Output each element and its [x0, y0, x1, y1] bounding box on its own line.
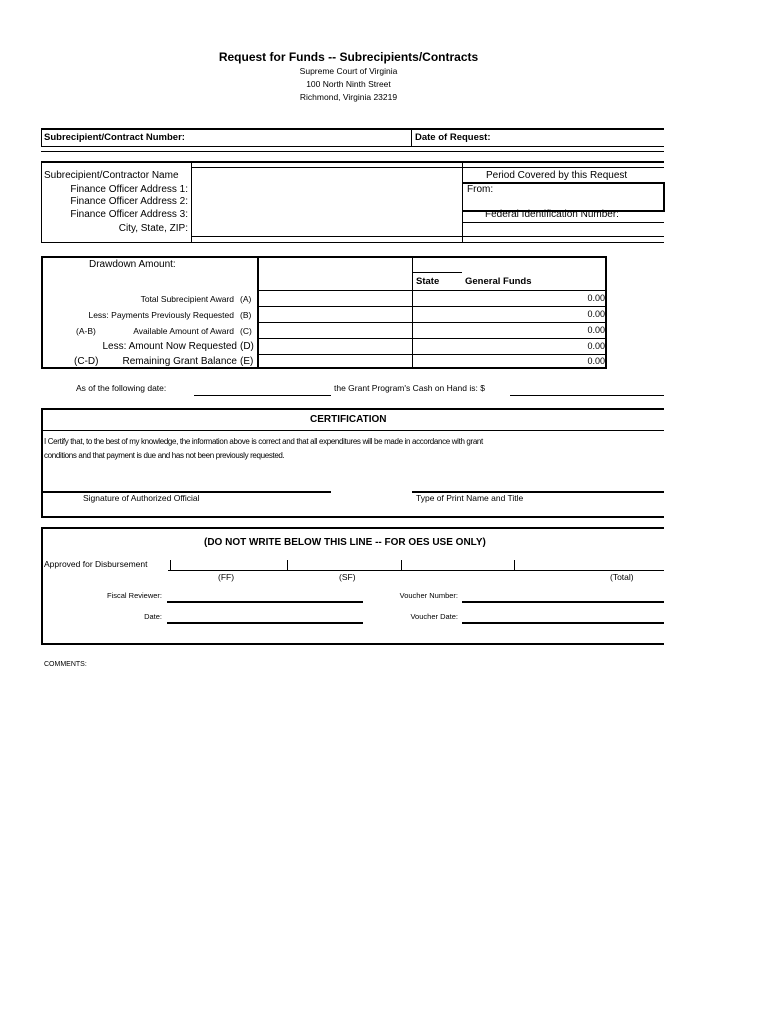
row-value[interactable]: 0.00	[587, 356, 605, 366]
fein-input[interactable]	[466, 224, 662, 235]
row-prefix: (A-B)	[76, 326, 96, 336]
org-street: 100 North Ninth Street	[306, 79, 391, 89]
fein-label: Federal Identification Number:	[485, 209, 619, 220]
date-label: Date:	[144, 612, 162, 621]
voucher-date-input[interactable]	[465, 609, 661, 621]
voucher-number-label: Voucher Number:	[399, 591, 458, 600]
approved-tick	[401, 560, 402, 571]
drawdown-row-line	[257, 354, 607, 355]
row-value[interactable]: 0.00	[587, 293, 605, 303]
contractor-csz-line	[192, 236, 664, 237]
form-title: Request for Funds -- Subrecipients/Contracts	[218, 50, 479, 64]
approved-tick	[170, 560, 171, 571]
cash-on-hand-line	[510, 395, 664, 396]
row-value[interactable]: 0.00	[587, 309, 605, 319]
contractor-labels-divider	[191, 161, 192, 243]
row-code: (B)	[240, 310, 252, 320]
fiscal-reviewer-line	[167, 601, 363, 603]
contractor-left-border	[41, 161, 42, 243]
as-of-date-input[interactable]	[196, 382, 329, 394]
voucher-number-input[interactable]	[465, 588, 661, 600]
as-of-date-line	[194, 395, 331, 396]
total-amount-input[interactable]	[517, 558, 661, 570]
finance-address-1-input[interactable]	[194, 183, 459, 196]
org-city: Richmond, Virginia 23219	[299, 92, 398, 102]
cash-on-hand-label: the Grant Program's Cash on Hand is: $	[334, 383, 485, 393]
finance-address-3-input[interactable]	[194, 209, 459, 222]
row-code: (A)	[240, 294, 252, 304]
voucher-date-label: Voucher Date:	[410, 612, 458, 621]
voucher-number-line	[462, 601, 664, 603]
oes-title: (DO NOT WRITE BELOW THIS LINE -- FOR OES USE ONLY)	[204, 537, 486, 548]
top-row-bottom-border	[41, 146, 664, 147]
row-code: (C)	[240, 326, 252, 336]
row-value[interactable]: 0.00	[587, 341, 605, 351]
approved-for-disbursement-label: Approved for Disbursement	[44, 559, 148, 569]
certification-text-line-1: I Certify that, to the best of my knowledge, the information above is correct and that all expenditures will be made in accordance with grant	[44, 437, 483, 446]
drawdown-row-line	[257, 306, 607, 307]
finance-address-1-label: Finance Officer Address 1:	[70, 184, 188, 195]
print-name-input[interactable]	[416, 474, 660, 489]
row-label: Less: Amount Now Requested	[102, 341, 237, 352]
oes-top-border	[41, 527, 664, 529]
general-funds-column-header: General Funds	[465, 276, 532, 287]
org-name: Supreme Court of Virginia	[299, 66, 398, 76]
other-amount-input[interactable]	[404, 558, 511, 570]
city-state-zip-input[interactable]	[194, 222, 459, 235]
drawdown-row-line	[257, 322, 607, 323]
certification-text-line-2: conditions and that payment is due and has not been previously requested.	[44, 451, 285, 460]
drawdown-title: Drawdown Amount:	[89, 259, 176, 270]
contract-number-input[interactable]	[196, 130, 408, 145]
oes-date-input[interactable]	[170, 609, 360, 621]
as-of-date-label: As of the following date:	[76, 383, 167, 393]
top-row-left-border	[41, 128, 42, 147]
comments-input[interactable]	[44, 674, 664, 794]
top-row-sub-border	[41, 151, 664, 152]
drawdown-label-divider	[257, 256, 259, 369]
row-code: (D)	[240, 341, 254, 352]
contractor-bottom-border	[41, 242, 664, 243]
row-prefix: (C-D)	[74, 356, 99, 367]
contractor-top-sub-border	[192, 167, 664, 168]
period-covered-label: Period Covered by this Request	[486, 170, 628, 181]
approved-line	[168, 570, 664, 571]
contractor-top-border	[41, 161, 664, 163]
certification-bottom-border	[41, 516, 664, 518]
comments-label: COMMENTS:	[44, 661, 87, 668]
signature-label: Signature of Authorized Official	[83, 493, 200, 503]
certification-top-border	[41, 408, 664, 410]
certification-title-line	[41, 430, 664, 431]
date-of-request-label: Date of Request:	[415, 132, 491, 143]
fiscal-reviewer-label: Fiscal Reviewer:	[106, 591, 162, 600]
row-label: Remaining Grant Balance	[122, 356, 237, 367]
state-column-header: State	[416, 276, 440, 287]
voucher-date-line	[462, 622, 664, 624]
signature-input[interactable]	[46, 474, 326, 489]
from-input[interactable]	[496, 184, 656, 197]
ff-label: (FF)	[218, 572, 235, 582]
row-value[interactable]: 0.00	[587, 325, 605, 335]
row-label: Available Amount of Award	[133, 326, 234, 336]
city-state-zip-label: City, State, ZIP:	[118, 223, 188, 234]
date-of-request-input[interactable]	[500, 130, 660, 145]
sf-amount-input[interactable]	[290, 558, 398, 570]
oes-bottom-border	[41, 643, 664, 645]
finance-address-3-label: Finance Officer Address 3:	[70, 209, 188, 220]
certification-left-border	[41, 408, 43, 518]
ff-amount-input[interactable]	[173, 558, 283, 570]
finance-address-2-label: Finance Officer Address 2:	[70, 196, 188, 207]
fein-line	[463, 222, 664, 223]
approved-tick	[287, 560, 288, 571]
approved-tick	[514, 560, 515, 571]
row-code: (E)	[240, 356, 254, 367]
top-row-divider	[411, 128, 412, 147]
finance-address-2-input[interactable]	[194, 196, 459, 209]
print-name-label: Type of Print Name and Title	[416, 493, 524, 503]
drawdown-state-tick	[412, 272, 462, 273]
drawdown-header-line	[257, 290, 607, 291]
fiscal-reviewer-input[interactable]	[170, 588, 360, 600]
from-label: From:	[467, 184, 494, 195]
drawdown-row-line	[257, 338, 607, 339]
contract-number-label: Subrecipient/Contract Number:	[44, 132, 185, 143]
cash-on-hand-input[interactable]	[512, 382, 662, 394]
sf-label: (SF)	[339, 572, 356, 582]
oes-date-line	[167, 622, 363, 624]
oes-left-border	[41, 527, 43, 645]
row-label: Total Subrecipient Award	[140, 294, 234, 304]
certification-title: CERTIFICATION	[310, 414, 387, 425]
contractor-name-label: Subrecipient/Contractor Name	[44, 170, 179, 181]
contractor-name-input[interactable]	[194, 169, 459, 182]
row-label: Less: Payments Previously Requested	[88, 310, 234, 320]
total-label: (Total)	[610, 572, 634, 582]
